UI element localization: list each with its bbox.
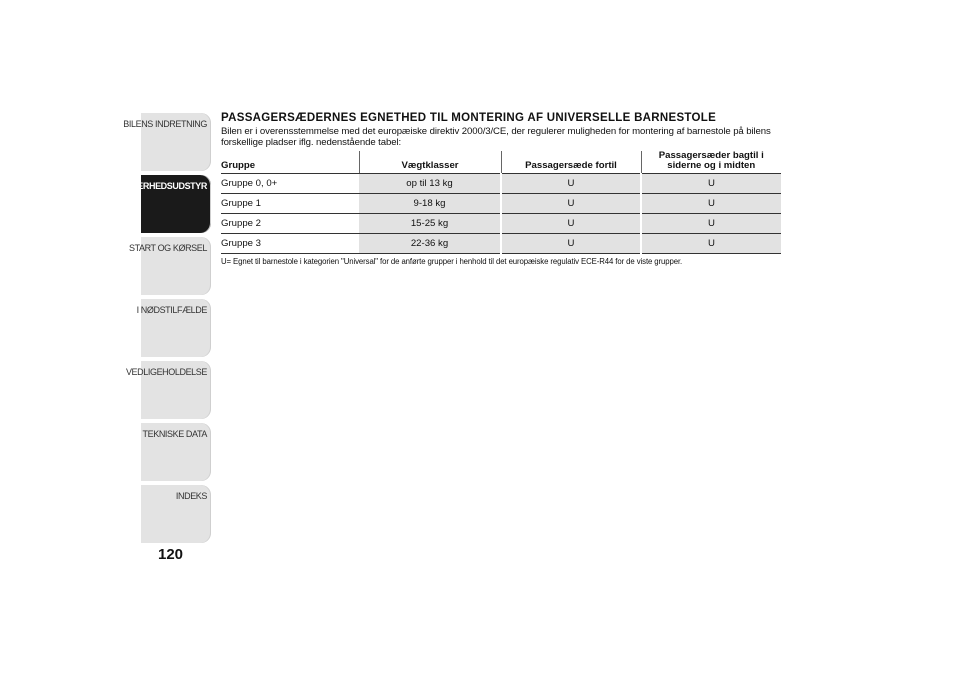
table-row: [221, 194, 781, 214]
cell-rear: U: [641, 214, 781, 234]
intro-paragraph: Bilen er i overensstemmelse med det europæiske direktiv 2000/3/CE, der regulerer muligheden for montering af barnestole på bilens forskellige pladser iflg. nedenstående tabel:: [221, 126, 771, 148]
header-gruppe: Gruppe: [221, 151, 359, 174]
cell-rear: U: [641, 234, 781, 254]
tab-start-og-korsel[interactable]: [128, 237, 211, 295]
page-number: 120: [158, 546, 184, 563]
table-row: [221, 234, 781, 254]
tab-i-nodstilfaelde[interactable]: [136, 299, 211, 357]
table-footnote: U= Egnet til barnestole i kategorien "Universal" for de anførte grupper i henhold til det europæiske regulativ ECE-R44 for de viste grupper.: [221, 257, 683, 266]
cell-front: U: [501, 214, 641, 234]
tab-sikkerhedsudstyr[interactable]: [117, 175, 211, 233]
tab-label: TEKNISKE DATA: [142, 429, 207, 439]
table-row: [221, 174, 781, 194]
header-passagersaeder-bagtil: Passagersæder bagtil i siderne og i midten: [641, 151, 781, 174]
cell-weight: 9-18 kg: [359, 194, 501, 214]
main-content: [221, 113, 781, 266]
cell-group: Gruppe 0, 0+: [221, 174, 359, 194]
cell-weight: 22-36 kg: [359, 234, 501, 254]
header-passagersaede-fortil: Passagersæde fortil: [501, 151, 641, 174]
child-seat-table: [221, 151, 781, 254]
tab-label: I NØDSTILFÆLDE: [136, 305, 207, 315]
cell-rear: U: [641, 194, 781, 214]
cell-rear: U: [641, 174, 781, 194]
tab-bilens-indretning[interactable]: [123, 113, 211, 171]
cell-front: U: [501, 234, 641, 254]
cell-group: Gruppe 2: [221, 214, 359, 234]
tab-label: BILENS INDRETNING: [123, 119, 207, 129]
cell-weight: op til 13 kg: [359, 174, 501, 194]
cell-front: U: [501, 194, 641, 214]
header-vaegtklasser: Vægtklasser: [359, 151, 501, 174]
tab-label: SIKKERHEDSUDSTYR: [117, 181, 207, 191]
section-heading: PASSAGERSÆDERNES EGNETHED TIL MONTERING AF UNIVERSELLE BARNESTOLE: [221, 112, 717, 124]
tab-indeks[interactable]: [141, 485, 211, 543]
cell-weight: 15-25 kg: [359, 214, 501, 234]
tab-label: VEDLIGEHOLDELSE: [125, 367, 207, 377]
cell-group: Gruppe 1: [221, 194, 359, 214]
tab-label: START OG KØRSEL: [128, 243, 207, 253]
tab-vedligeholdelse[interactable]: [125, 361, 211, 419]
tab-tekniske-data[interactable]: [141, 423, 211, 481]
table-header-row: [221, 151, 781, 174]
table-row: [221, 214, 781, 234]
cell-front: U: [501, 174, 641, 194]
tab-label: INDEKS: [175, 491, 207, 501]
cell-group: Gruppe 3: [221, 234, 359, 254]
